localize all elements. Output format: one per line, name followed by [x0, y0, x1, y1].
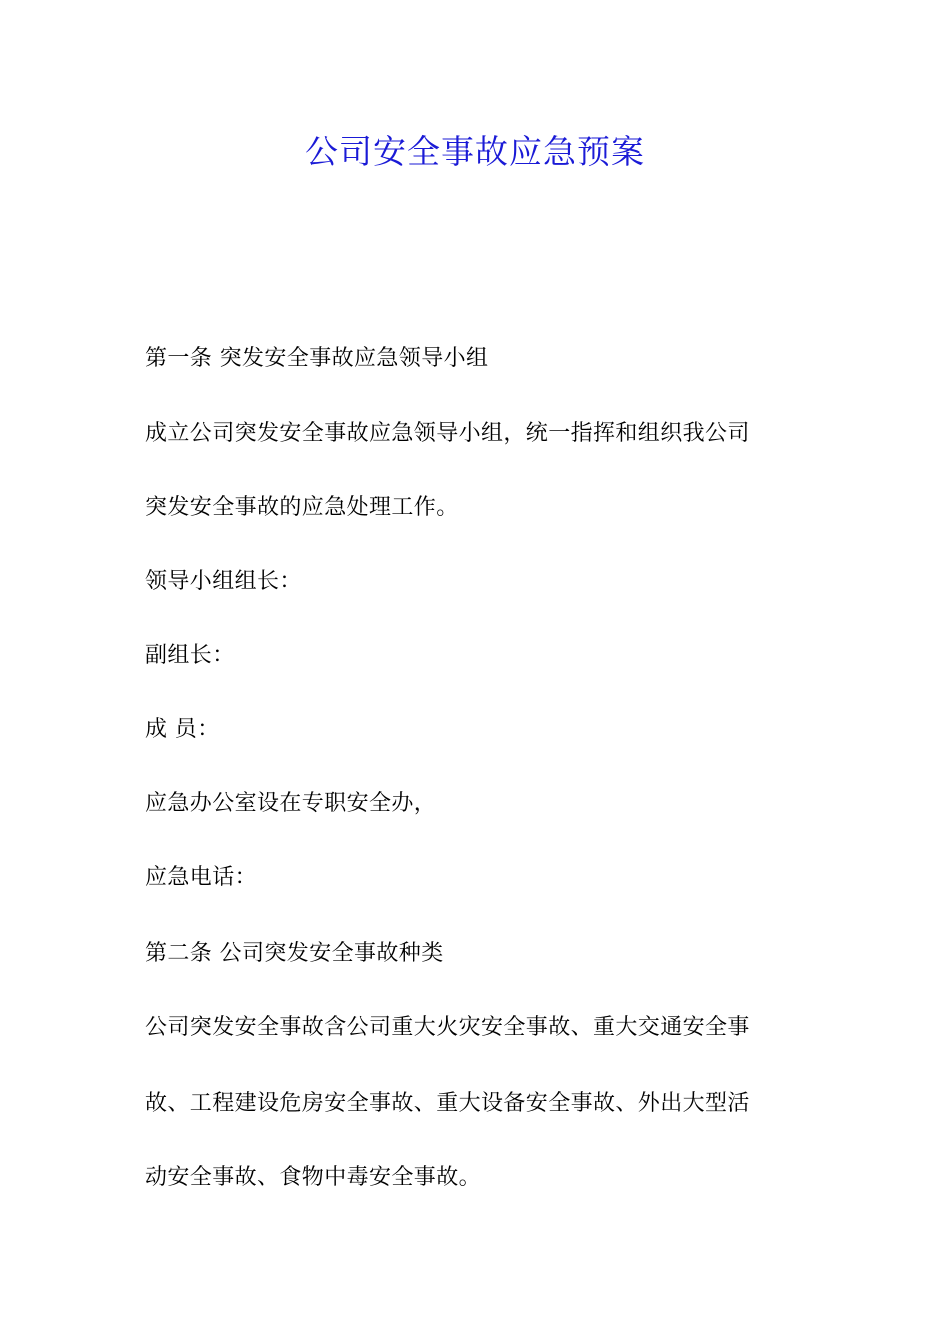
- office-line: 应急办公室设在专职安全办，: [145, 791, 437, 816]
- paragraph-line: 突发安全事故的应急处理工作。: [145, 495, 459, 520]
- section-heading-1: 第一条 突发安全事故应急领导小组: [145, 346, 489, 371]
- phone-line: 应急电话：: [145, 865, 258, 890]
- members-line: 成 员：: [145, 717, 220, 742]
- section-heading-2: 第二条 公司突发安全事故种类: [145, 941, 444, 966]
- paragraph-line: 故、工程建设危房安全事故、重大设备安全事故、外出大型活: [145, 1091, 750, 1116]
- paragraph-line: 动安全事故、食物中毒安全事故。: [145, 1165, 482, 1190]
- paragraph-line: 公司突发安全事故含公司重大火灾安全事故、重大交通安全事: [145, 1015, 750, 1040]
- deputy-leader-line: 副组长：: [145, 643, 235, 668]
- document-title: 公司安全事故应急预案: [305, 132, 645, 171]
- leader-line: 领导小组组长：: [145, 569, 302, 594]
- paragraph-line: 成立公司突发安全事故应急领导小组，统一指挥和组织我公司: [145, 421, 750, 446]
